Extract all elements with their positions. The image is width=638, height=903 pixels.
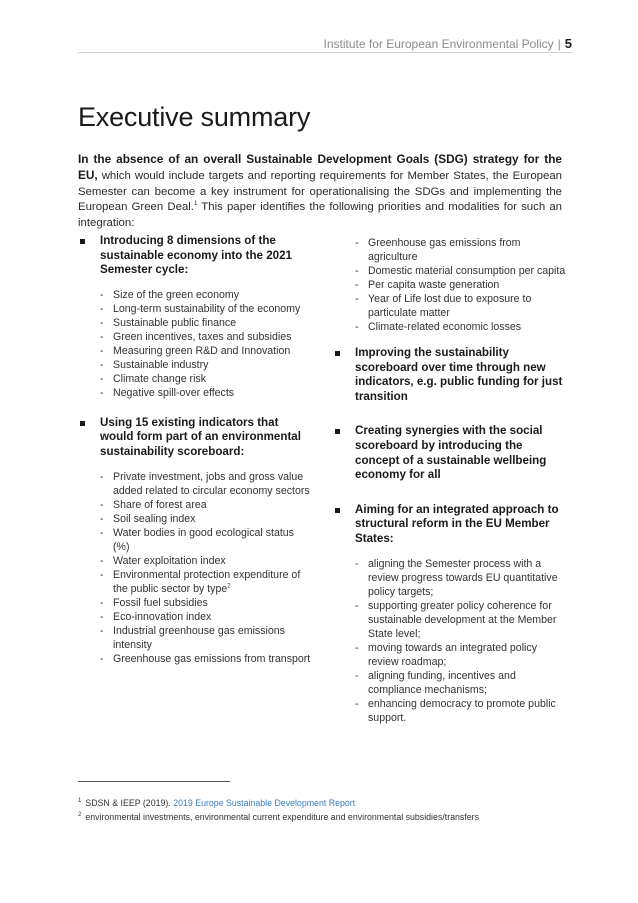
intro-tail: This paper identifies the following priorities and modalities for such an integration: [78,201,562,229]
header-divider [78,52,572,53]
right-column [333,234,566,741]
list-item: - Climate change risk [100,372,207,385]
bullet-title: Creating synergies with the social scoreboard by introducing the concept of a sustainable wellbeing economy for all [355,424,547,482]
list-item: - Soil sealing index [100,512,196,525]
list-item: - Private investment, jobs and gross value added related to circular economy sectors [100,470,310,497]
bullet-social-scoreboard [333,424,566,482]
sdg-report-link[interactable]: 2019 Europe Sustainable Development Report [173,798,356,808]
footnote-ref-1[interactable]: 1 [193,201,198,208]
footnotes [78,796,578,824]
square-bullet-icon [80,421,85,426]
square-bullet-icon [80,239,85,244]
list-item: - Year of Life lost due to exposure to particulate matter [355,293,532,319]
intro-body: which would include targets and reporting requirements for Member States, the European Semester can become a key instrument for operationalising the SDGs and implementing the European Green Deal. [78,170,562,214]
bullet-title: Aiming for an integrated approach to structural reform in the EU Member States: [355,502,559,545]
list-item: - Long-term sustainability of the economy [100,302,301,315]
list-item: - Green incentives, taxes and subsidies [100,330,292,343]
list-item: - Per capita waste generation [355,279,500,291]
bullet-title: Improving the sustainability scoreboard over time through new indicators, e.g. public funding for just transition [355,346,563,403]
square-bullet-icon [335,508,340,513]
list-item: - Negative spill-over effects [100,386,235,399]
left-column [78,234,313,682]
page-title: Executive summary [78,102,311,132]
square-bullet-icon [335,351,340,356]
list-item: - Water bodies in good ecological status (%) [100,526,294,553]
list-item: - supporting greater policy coherence for sustainable development at the Member State level; [355,599,557,640]
dimensions-list [78,288,313,400]
intro-paragraph [78,152,562,231]
list-item: - Climate-related economic losses [355,321,522,333]
header-separator: | [557,37,561,51]
bullet-eight-dimensions [78,234,313,278]
header-institute: Institute for European Environmental Policy [323,37,554,51]
footnote-1: $^1$ SDSN & IEEP (2019). 2019 Europe Sustainable Development Report [78,798,356,808]
list-item: - Greenhouse gas emissions from transport [100,652,311,665]
list-item: - aligning the Semester process with a review progress towards EU quantitative policy targets; [355,557,558,598]
list-item: - Fossil fuel subsidies [100,596,208,609]
list-item: - Share of forest area [100,498,207,511]
running-header [324,36,572,51]
bullet-improving-scoreboard [333,346,566,404]
indicators-list [78,470,313,666]
list-item: - Sustainable industry [100,358,209,371]
intro-lead: In the absence of an overall Sustainable Development Goals (SDG) strategy for the EU, [78,152,562,183]
structural-reform-list [333,557,566,725]
footnote-2: $^2$ environmental investments, environmental current expenditure and environmental subsidies/transfers [78,812,479,822]
list-item: - Size of the green economy [100,288,240,301]
bullet-fifteen-indicators [78,416,313,460]
bullet-title: Introducing 8 dimensions of the sustainable economy into the 2021 Semester cycle: [100,234,292,277]
list-item: - enhancing democracy to promote public support. [355,697,556,724]
list-item: - moving towards an integrated policy review roadmap; [355,641,538,668]
list-item: - Industrial greenhouse gas emissions intensity [100,624,285,651]
list-item: - Measuring green R&D and Innovation [100,344,291,357]
list-item: - Domestic material consumption per capita [355,265,566,277]
bullet-title: Using 15 existing indicators that would form part of an environmental sustainability scoreboard: [100,415,301,458]
list-item: - Water exploitation index [100,554,226,567]
list-item: - Eco-innovation index [100,610,212,623]
list-item: - Greenhouse gas emissions from agriculture [355,237,521,263]
list-item: - aligning funding, incentives and compliance mechanisms; [355,669,516,696]
bullet-structural-reform [333,503,566,547]
list-item: - Sustainable public finance [100,316,237,329]
square-bullet-icon [335,429,340,434]
indicators-list-continued [333,236,566,334]
list-item: - Environmental protection expenditure of the public sector by type$^2$ [100,568,301,595]
page-number: 5 [564,36,572,51]
footnote-ref-2[interactable]: 2 [227,583,231,590]
footnote-divider [78,781,230,782]
